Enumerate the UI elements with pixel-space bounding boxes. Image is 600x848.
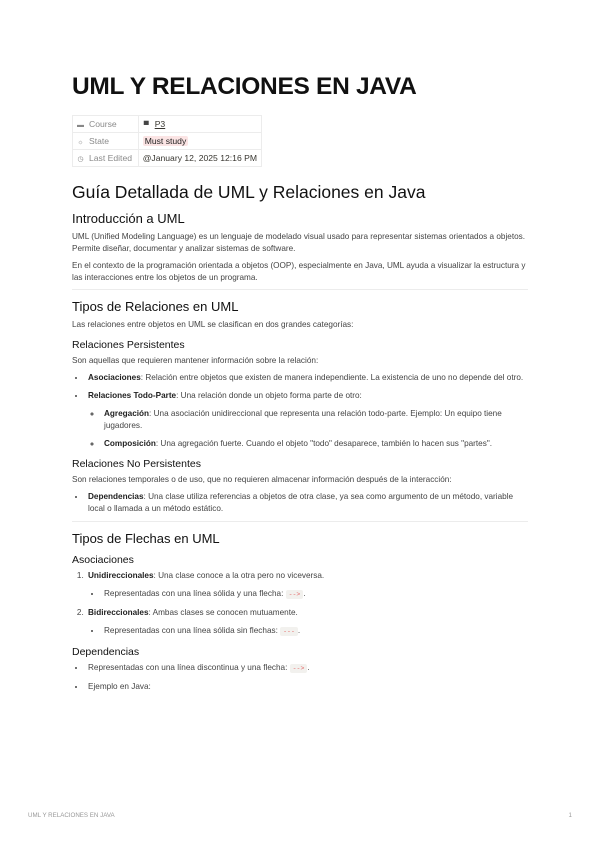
course-link[interactable]: P3 xyxy=(154,119,166,129)
list-item: 2. Bidireccionales: Ambas clases se conocen mutuamente. • Representadas con una línea sólida sin flechas: --- . xyxy=(86,607,528,638)
monitor-icon: ▀ xyxy=(143,122,149,129)
list-item: • Relaciones Todo-Parte: Una relación donde un objeto forma parte de otro: ◦ Agregación: Una asociación unidireccional que representa una relación todo-parte. Ejemplo: Un equipo tiene jugadores. ◦ Composición: Una agregación fuerte. Cuando el objeto "todo" desaparece, también lo hacen sus "partes". xyxy=(86,390,528,450)
book-icon: ▬ xyxy=(77,122,84,129)
list-item: ◦ Agregación: Una asociación unidireccional que representa una relación todo-parte. Ejemplo: Un equipo tiene jugadores. xyxy=(102,408,528,432)
divider xyxy=(72,521,528,522)
footer-title: UML Y RELACIONES EN JAVA xyxy=(28,812,115,819)
property-row-course xyxy=(73,116,262,133)
list-item: • Dependencias: Una clase utiliza referencias a objetos de otra clase, ya sea como argumento de un método, variable local o llamada a un método estático. xyxy=(86,491,528,515)
list-item: • Asociaciones: Relación entre objetos que existen de manera independiente. La existencia de uno no depende del otro. xyxy=(86,372,528,384)
non-persistent-heading: Relaciones No Persistentes xyxy=(72,458,201,470)
property-key: State xyxy=(89,136,110,146)
dependencies-list xyxy=(72,662,528,693)
clock-icon: ◷ xyxy=(77,156,84,163)
inline-code: --> xyxy=(290,664,308,673)
divider xyxy=(72,289,528,290)
list-item: • Representadas con una línea discontinua y una flecha: --> . xyxy=(86,662,528,675)
arrows-heading: Tipos de Flechas en UML xyxy=(72,531,220,546)
persistent-paragraph: Son aquellas que requieren mantener información sobre la relación: xyxy=(72,356,319,365)
list-item: • Representadas con una línea sólida sin flechas: --- . xyxy=(102,625,528,638)
page-title: UML Y RELACIONES EN JAVA xyxy=(72,73,417,100)
nested-list xyxy=(88,408,528,450)
guide-heading: Guía Detallada de UML y Relaciones en Java xyxy=(72,182,426,202)
relations-heading: Tipos de Relaciones en UML xyxy=(72,299,239,314)
associations-list xyxy=(72,570,528,638)
property-row-last-edited xyxy=(73,150,262,167)
inline-code: --> xyxy=(286,590,304,599)
page-footer xyxy=(28,812,572,819)
intro-paragraph-2: En el contexto de la programación orientada a objetos (OOP), especialmente en Java, UML ayuda a visualizar la estructura y las interacciones entre los objetos de un programa. xyxy=(72,261,526,282)
property-key: Course xyxy=(89,119,117,129)
associations-heading: Asociaciones xyxy=(72,554,134,566)
status-icon: ☼ xyxy=(77,139,84,146)
page-number: 1 xyxy=(568,812,572,819)
intro-heading: Introducción a UML xyxy=(72,211,185,226)
properties-table xyxy=(72,115,262,167)
document-content xyxy=(72,182,528,699)
inline-code: --- xyxy=(280,627,298,636)
non-persistent-list xyxy=(72,491,528,515)
persistent-heading: Relaciones Persistentes xyxy=(72,339,185,351)
persistent-list xyxy=(72,372,528,450)
list-item: 1. Unidireccionales: Una clase conoce a la otra pero no viceversa. • Representadas con una línea sólida y una flecha: --> . xyxy=(86,570,528,601)
property-row-state xyxy=(73,133,262,150)
state-badge[interactable]: Must study xyxy=(144,136,187,146)
relations-paragraph: Las relaciones entre objetos en UML se clasifican en dos grandes categorías: xyxy=(72,320,354,329)
last-edited-date: @January 12, 2025 12:16 PM xyxy=(142,153,257,163)
intro-paragraph-1: UML (Unified Modeling Language) es un lenguaje de modelado visual usado para representar sistemas orientados a objetos. Permite diseñar, documentar y analizar sistemas de software. xyxy=(72,232,526,253)
list-item: • Representadas con una línea sólida y una flecha: --> . xyxy=(102,588,528,601)
property-key: Last Edited xyxy=(89,153,132,163)
list-item: ◦ Composición: Una agregación fuerte. Cuando el objeto "todo" desaparece, también lo hacen sus "partes". xyxy=(102,438,528,450)
dependencies-heading: Dependencias xyxy=(72,646,140,658)
non-persistent-paragraph: Son relaciones temporales o de uso, que no requieren almacenar información después de la interacción: xyxy=(72,475,452,484)
list-item: • Ejemplo en Java: xyxy=(86,681,528,693)
